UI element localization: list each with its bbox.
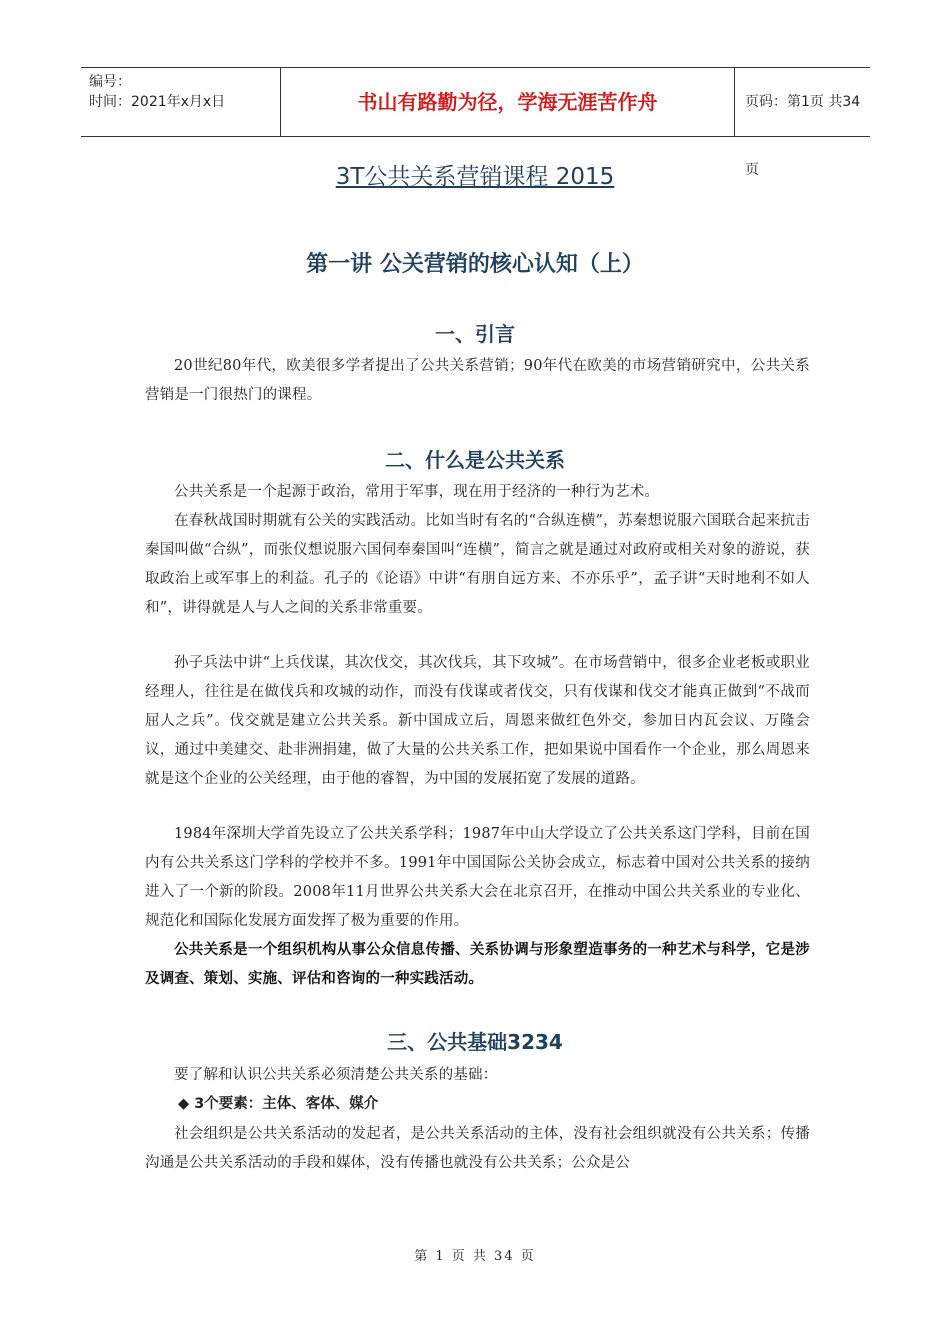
page-footer: 第 1 页 共 34 页 (414, 1249, 536, 1264)
section-heading-intro: 一、引言 (435, 322, 515, 346)
paragraph: 20世纪80年代，欧美很多学者提出了公共关系营销；90年代在欧美的市场营销研究中，公共关系营销是一门很热门的课程。 (145, 358, 810, 403)
paragraph: 1984年深圳大学首先设立了公共关系学科；1987年中山大学设立了公共关系这门学科，目前在国内有公共关系这门学科的学校并不多。1991年中国国际公关协会成立，标志着中国对公共关系的接纳进入了一个新的阶段。2008年11月世界公共关系大会在北京召开，在推动中国公共关系业的专业化、规范化和国际化发展方面发挥了极为重要的作用。 (145, 826, 810, 929)
paragraph: 公共关系是一个起源于政治，常用于军事，现在用于经济的一种行为艺术。 (174, 484, 660, 500)
time-label: 时间：2021年x月x日 (89, 94, 226, 110)
header-page-info: 页码：第1页 共34页 (745, 94, 861, 178)
paragraph: 在春秋战国时期就有公关的实践活动。比如当时有名的“合纵连横”，苏秦想说服六国联合起来抗击秦国叫做“合纵”，而张仪想说服六国伺奉秦国叫“连横”，简言之就是通过对政府或相关对象的游说，获取政治上或军事上的利益。孔子的《论语》中讲“有朋自远方来、不亦乐乎”，孟子讲“天时地利不如人和”，讲得就是人与人之间的关系非常重要。 (145, 513, 810, 616)
header-motto: 书山有路勤为径，学海无涯苦作舟 (281, 68, 735, 136)
section-heading-pr-basics: 三、公共基础3234 (387, 1030, 563, 1054)
number-label: 编号： (89, 74, 131, 90)
bullet-three-elements: ◆ 3个要素：主体、客体、媒介 (178, 1096, 379, 1112)
pr-definition: 公共关系是一个组织机构从事公众信息传播、关系协调与形象塑造事务的一种艺术与科学，它是涉及调查、策划、实施、评估和咨询的一种实践活动。 (145, 942, 810, 987)
lecture-title: 第一讲 公关营销的核心认知（上） (306, 252, 644, 277)
paragraph: 要了解和认识公共关系必须清楚公共关系的基础： (174, 1067, 498, 1083)
paragraph: 孙子兵法中讲“上兵伐谋，其次伐交，其次伐兵，其下攻城”。在市场营销中，很多企业老板或职业经理人，往往是在做伐兵和攻城的动作，而没有伐谋或者伐交，只有伐谋和伐交才能真正做到“不战而屈人之兵”。伐交就是建立公共关系。新中国成立后，周恩来做红色外交，参加日内瓦会议、万隆会议，通过中美建交、赴非洲捐建，做了大量的公共关系工作，把如果说中国看作一个企业，那么周恩来就是这个企业的公关经理，由于他的睿智，为中国的发展拓宽了发展的道路。 (145, 655, 810, 787)
section-heading-what-is-pr: 二、什么是公共关系 (385, 448, 565, 472)
paragraph: 社会组织是公共关系活动的发起者，是公共关系活动的主体，没有社会组织就没有公共关系；传播沟通是公共关系活动的手段和媒体，没有传播也就没有公共关系；公众是公 (145, 1126, 810, 1171)
document-title: 3T公共关系营销课程 2015 (335, 164, 615, 190)
header-meta-cell (81, 68, 281, 136)
